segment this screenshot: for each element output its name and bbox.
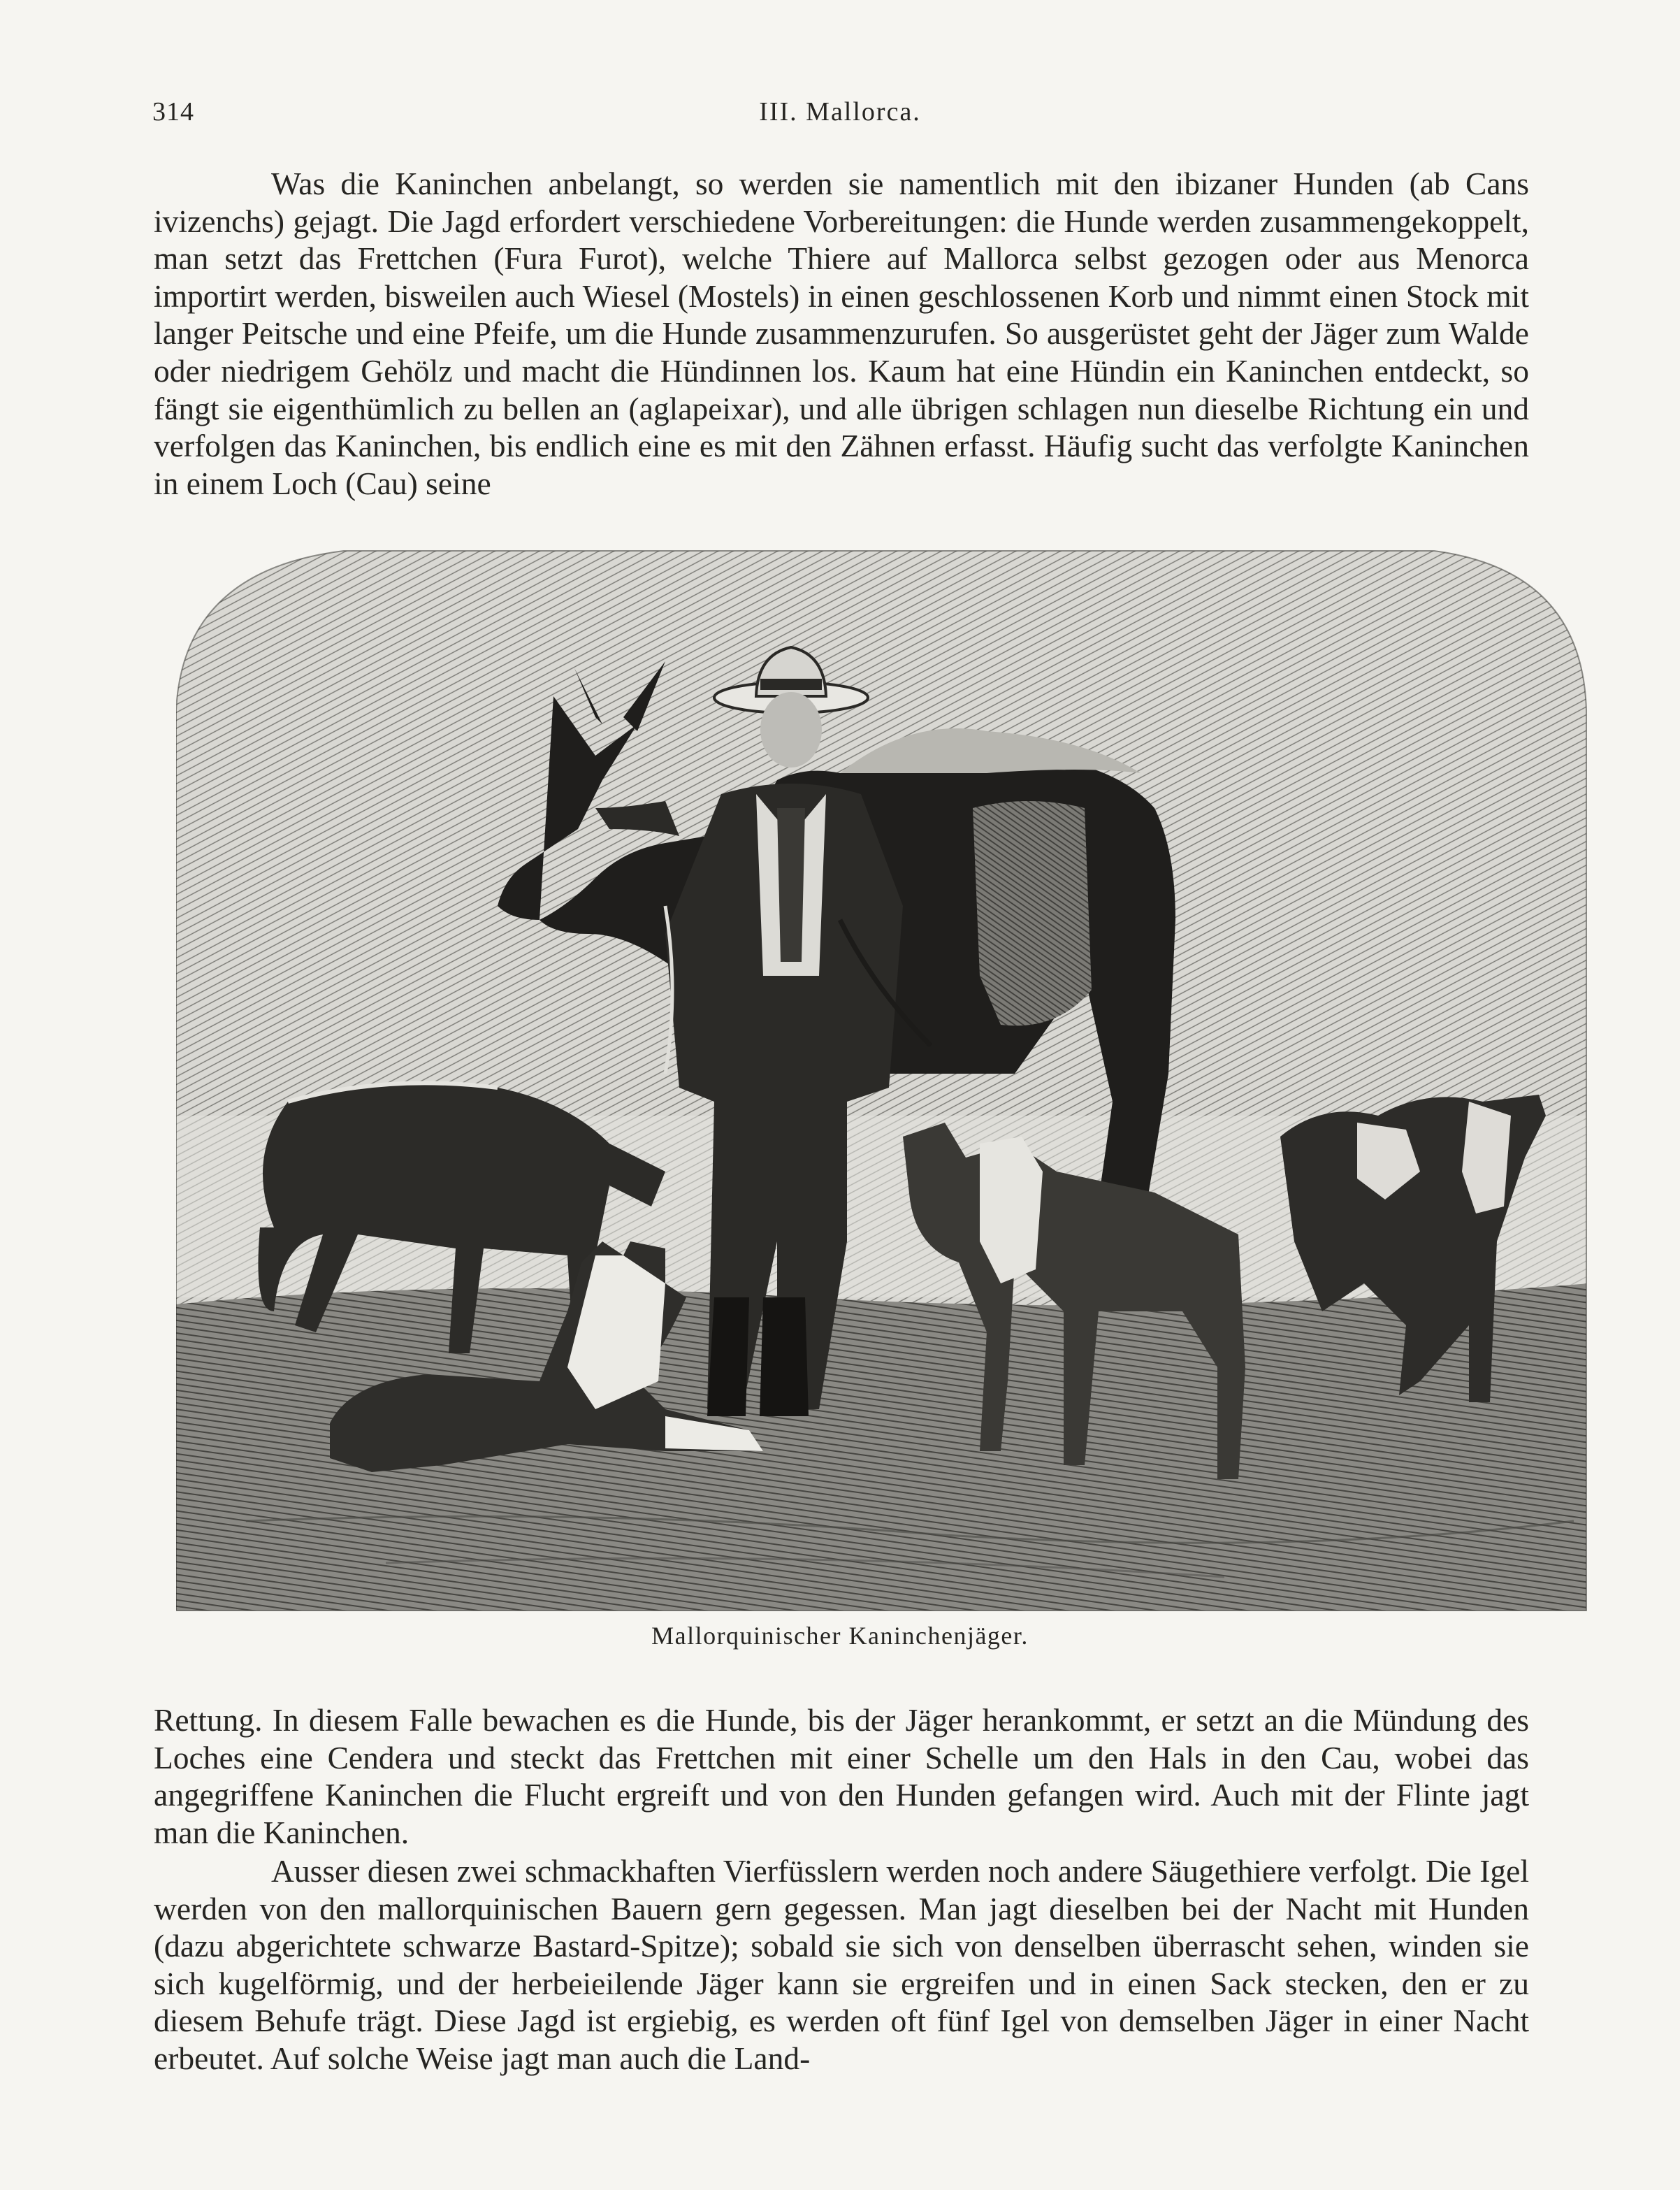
running-head: III. Mallorca. <box>759 97 921 127</box>
page-header <box>0 96 1680 131</box>
paragraph-rescue: Rettung. In diesem Falle bewachen es die Hunde, bis der Jäger herankommt, er setzt an die Mündung des Loches eine Cendera und steckt das Frettchen mit einer Schelle um den Hals in den Cau, wobei das angegriffene Kaninchen die Flucht ergreift und von den Hunden gefangen wird. Auch mit der Flinte jagt man die Kaninchen. <box>154 1702 1529 1850</box>
paragraph-rabbit-hunting: Was die Kaninchen anbelangt, so werden sie namentlich mit den ibizaner Hunden (ab Cans ivizenchs) gejagt. Die Jagd erfordert verschiedene Vorbereitungen: die Hunde werden zusammengekoppelt, man setzt das Frettchen (Fura Furot), welche Thiere auf Mallorca selbst gezogen oder aus Menorca importirt werden, bisweilen auch Wiesel (Mostels) in einen geschlossenen Korb und nimmt einen Stock mit langer Peitsche und eine Pfeife, um die Hunde zusammenzurufen. So ausgerüstet geht der Jäger zum Walde oder niedrigem Gehölz und macht die Hündinnen los. Kaum hat eine Hündin ein Kaninchen entdeckt, so fängt sie eigenthümlich zu bellen an (aglapeixar), und alle übrigen schlagen nun dieselbe Richtung ein und verfolgen das Kaninchen, bis endlich eine es mit den Zähnen erfasst. Häufig sucht das verfolgte Kaninchen in einem Loch (Cau) seine <box>154 166 1529 501</box>
figure-caption: Mallorquinischer Kaninchenjäger. <box>651 1622 1029 1650</box>
page-number: 314 <box>152 97 194 127</box>
paragraph-hedgehog-hunting: Ausser diesen zwei schmackhaften Vierfüsslern werden noch andere Säugethiere verfolgt. Die Igel werden von den mallorquinischen Bauern gern gegessen. Man jagt dieselben bei der Nacht mit Hunden (dazu abgerichtete schwarze Bastard-Spitze); sobald sie sich von denselben überrascht sehen, winden sie sich kugelförmig, und der herbeieilende Jäger kann sie ergreifen und in einen Sack stecken, den er zu diesem Behufe trägt. Diese Jagd ist ergiebig, es werden oft fünf Igel von demselben Jäger in einer Nacht erbeutet. Auf solche Weise jagt man auch die Land- <box>154 1853 1529 2076</box>
illustration-rabbit-hunter <box>176 542 1589 1612</box>
